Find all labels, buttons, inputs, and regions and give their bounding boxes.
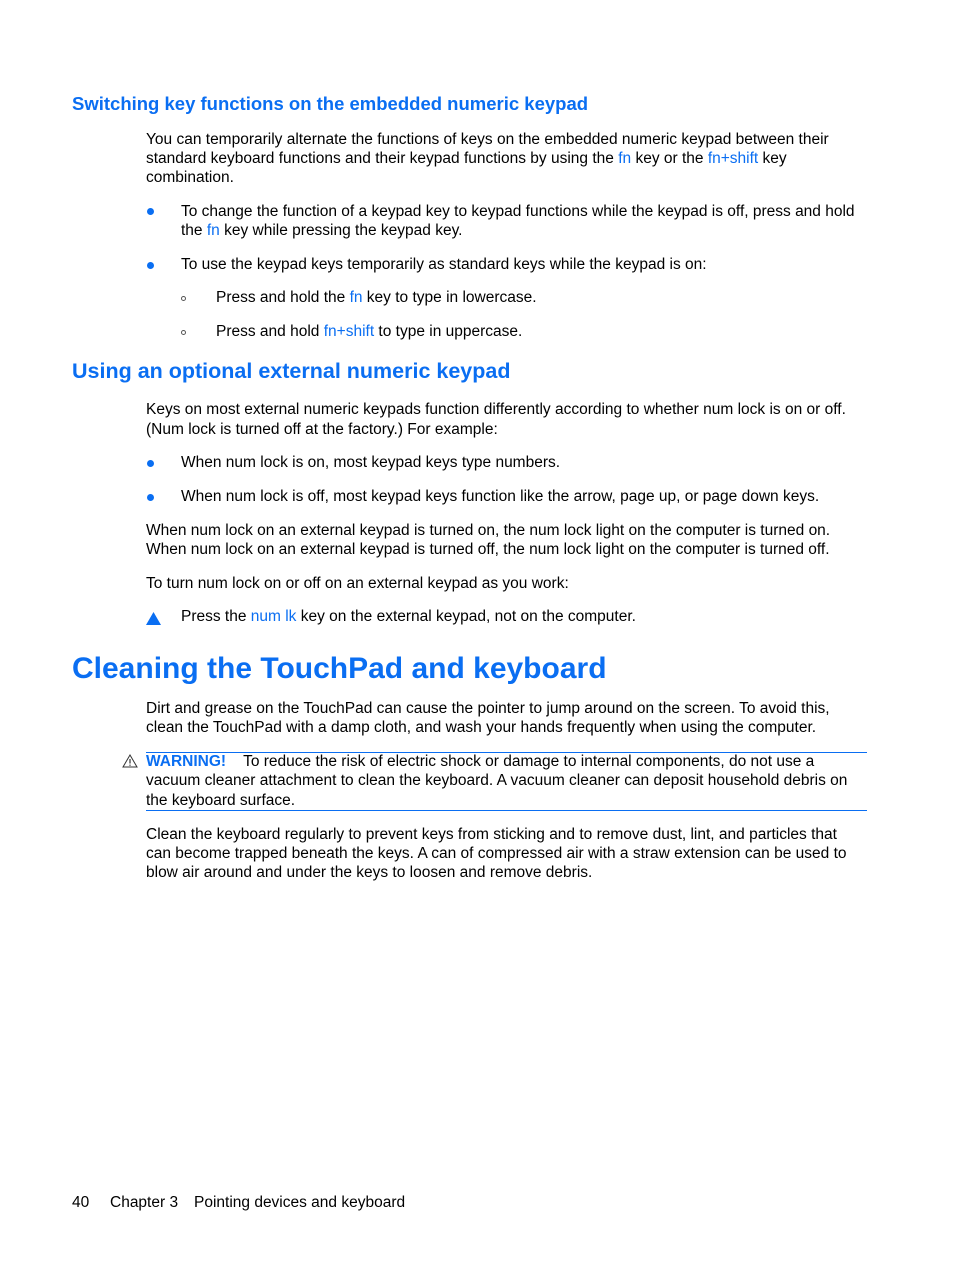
numlock-para-line-2: When num lock on an external keypad is turned off, the num lock light on the computer is turned off.	[146, 541, 830, 558]
fn-shift-key-label: fn+shift	[323, 323, 375, 340]
cleaning-para-line-2: clean the TouchPad with a damp cloth, and wash your hands frequently when using the computer.	[146, 719, 817, 736]
section-heading-switching: Switching key functions on the embedded numeric keypad	[72, 93, 589, 114]
warning-icon	[122, 754, 138, 768]
bullet1-line-2: the fn key while pressing the keypad key.	[181, 222, 463, 239]
external-bullet-1: When num lock is on, most keypad keys type numbers.	[181, 454, 561, 471]
sub-bullet-icon	[181, 330, 186, 335]
warning-line-1: WARNING! To reduce the risk of electric shock or damage to internal components, do not use a	[146, 753, 815, 770]
intro-line-3: combination.	[146, 169, 234, 186]
intro-line-1: You can temporarily alternate the functions of keys on the embedded numeric keypad between their	[146, 131, 829, 148]
sub-bullet-icon	[181, 296, 186, 301]
bullet-icon	[147, 460, 154, 467]
keyboard-para-line-1: Clean the keyboard regularly to prevent keys from sticking and to remove dust, lint, and particles that	[146, 826, 837, 843]
external-bullet-2: When num lock is off, most keypad keys function like the arrow, page up, or page down keys.	[181, 488, 820, 505]
warning-line-3: the keyboard surface.	[146, 792, 296, 809]
warning-line-2: vacuum cleaner attachment to clean the keyboard. A vacuum cleaner can deposit household debris on	[146, 772, 848, 789]
sub-bullet-2: Press and hold fn+shift to type in uppercase.	[216, 323, 523, 340]
bullet-icon	[147, 208, 154, 215]
external-intro-line-2: (Num lock is turned off at the factory.) For example:	[146, 421, 498, 438]
keyboard-para-line-2: can become trapped beneath the keys. A can of compressed air with a straw extension can be used to	[146, 845, 847, 862]
external-intro-line-1: Keys on most external numeric keypads function differently according to whether num lock is on or off.	[146, 401, 846, 418]
intro-line-2: standard keyboard functions and their keypad functions by using the fn key or the fn+shift key	[146, 150, 787, 167]
bullet-icon	[147, 262, 154, 269]
footer-chapter: Chapter 3	[110, 1194, 179, 1211]
fn-key-label: fn	[618, 150, 632, 167]
chapter-section-heading-cleaning: Cleaning the TouchPad and keyboard	[72, 652, 607, 685]
section-heading-external-keypad: Using an optional external numeric keypad	[72, 359, 511, 383]
footer-chapter-title: Pointing devices and keyboard	[194, 1194, 406, 1211]
sub-bullet-1: Press and hold the fn key to type in lowercase.	[216, 289, 537, 306]
bullet-icon	[147, 494, 154, 501]
numlock-instruction: To turn num lock on or off on an external keypad as you work:	[146, 575, 569, 592]
keyboard-para-line-3: blow air around and under the keys to loosen and remove debris.	[146, 864, 593, 881]
warning-bottom-rule	[146, 810, 867, 811]
page-number: 40	[72, 1194, 90, 1211]
numlock-para-line-1: When num lock on an external keypad is turned on, the num lock light on the computer is turned on.	[146, 522, 831, 539]
bullet2-text: To use the keypad keys temporarily as standard keys while the keypad is on:	[181, 256, 707, 273]
cleaning-para-line-1: Dirt and grease on the TouchPad can cause the pointer to jump around on the screen. To avoid this,	[146, 700, 830, 717]
num-lk-key-label: num lk	[250, 608, 297, 625]
fn-shift-key-label: fn+shift	[707, 150, 759, 167]
numlock-step: Press the num lk key on the external keypad, not on the computer.	[181, 608, 636, 625]
triangle-icon	[146, 612, 161, 625]
warning-label: WARNING!	[146, 753, 227, 770]
fn-key-label: fn	[206, 222, 220, 239]
bullet1-line-1: To change the function of a keypad key to keypad functions while the keypad is off, press and hold	[181, 203, 855, 220]
fn-key-label: fn	[349, 289, 363, 306]
